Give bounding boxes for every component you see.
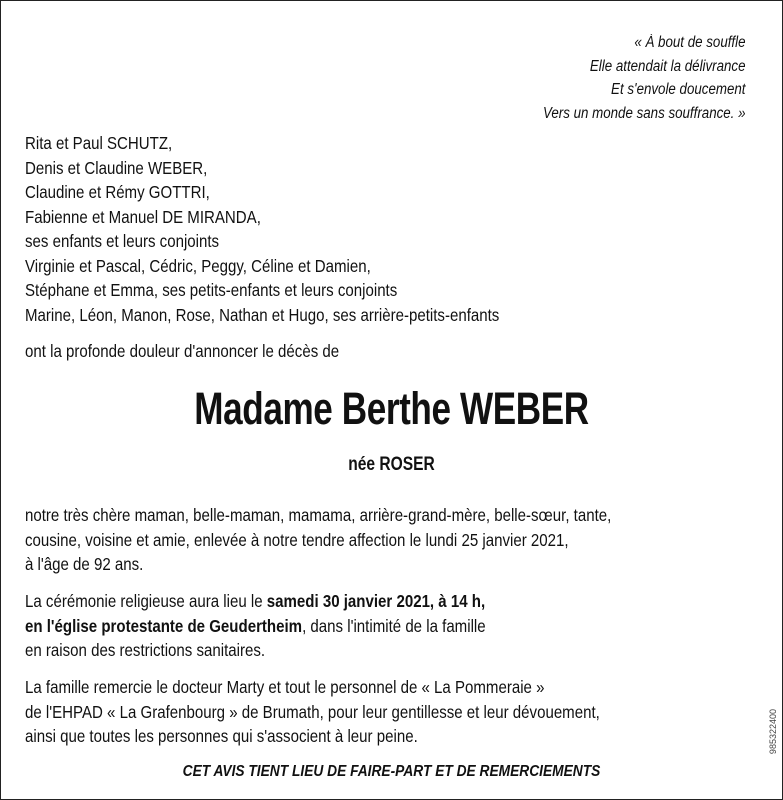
thanks-line: La famille remercie le docteur Marty et tout le personnel de « La Pommeraie » (25, 677, 545, 697)
ceremony-line-2 (25, 614, 486, 639)
thanks-line: de l'EHPAD « La Grafenbourg » de Brumath, pour leur gentillesse et leur dévouement, (25, 701, 600, 722)
ceremony-line-1 (25, 589, 486, 614)
family-line: Fabienne et Manuel DE MIRANDA, (25, 206, 261, 227)
family-line: Claudine et Rémy GOTTRI, (25, 182, 210, 202)
tribute-line: cousine, voisine et amie, enlevée à notre tendre affection le lundi 25 janvier 2021, (25, 529, 569, 550)
thanks-line: ainsi que toutes les personnes qui s'associent à leur peine. (25, 726, 418, 746)
family-line: Marine, Léon, Manon, Rose, Nathan et Hugo, ses arrière-petits-enfants (25, 304, 500, 325)
family-line: Denis et Claudine WEBER, (25, 157, 208, 178)
ceremony-privacy: , dans l'intimité de la famille (302, 615, 486, 636)
family-line: ses enfants et leurs conjoints (25, 231, 220, 251)
ceremony-date: samedi 30 janvier 2021, à 14 h, (266, 591, 486, 611)
poem-line: « À bout de souffle (634, 34, 746, 51)
poem-line: Elle attendait la délivrance (590, 57, 746, 75)
tribute-line: à l'âge de 92 ans. (25, 554, 144, 574)
ceremony-line-3: en raison des restrictions sanitaires. (25, 640, 266, 660)
poem-quote (543, 31, 746, 125)
ceremony-location: en l'église protestante de Geudertheim (25, 615, 303, 636)
deceased-name: Madame Berthe WEBER (194, 383, 589, 434)
thanks-paragraph (25, 675, 600, 749)
announcement-text: ont la profonde douleur d'annoncer le décès de (25, 341, 340, 361)
family-list (25, 131, 499, 327)
ceremony-paragraph (25, 589, 486, 663)
poem-line: Vers un monde sans souffrance. » (543, 104, 746, 122)
poem-line: Et s'envole doucement (611, 81, 746, 98)
tribute-line: notre très chère maman, belle-maman, mamama, arrière-grand-mère, belle-sœur, tante, (25, 505, 612, 525)
reference-number: 985322400 (768, 709, 778, 755)
footer-notice: CET AVIS TIENT LIEU DE FAIRE-PART ET DE REMERCIEMENTS (182, 763, 601, 780)
maiden-name: née ROSER (348, 454, 435, 475)
family-line: Stéphane et Emma, ses petits-enfants et leurs conjoints (25, 280, 398, 300)
family-line: Virginie et Pascal, Cédric, Peggy, Céline et Damien, (25, 255, 371, 276)
ceremony-intro: La cérémonie religieuse aura lieu le (25, 591, 267, 611)
family-line: Rita et Paul SCHUTZ, (25, 133, 173, 153)
tribute-paragraph (25, 503, 611, 577)
